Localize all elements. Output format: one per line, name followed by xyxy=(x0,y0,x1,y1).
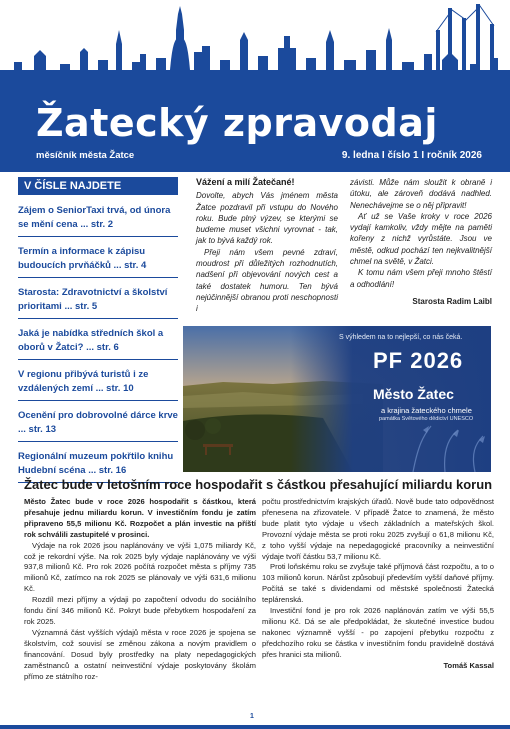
toc-item-title: V regionu přibývá turistů i ze vzdálených zemí xyxy=(18,369,149,394)
toc-item-title: Regionální muzeum pokřtilo knihu Hudební scéna xyxy=(18,451,174,476)
issue-info: 9. ledna I číslo 1 I ročník 2026 xyxy=(341,150,482,161)
pf-city: Město Žatec xyxy=(373,386,454,402)
toc-item-page: ... str. 5 xyxy=(64,301,98,312)
pf-unesco-note: památka Světového dědictví UNESCO xyxy=(379,416,474,422)
toc-item-page: ... str. 6 xyxy=(86,342,119,353)
editorial-paragraph: Ať už se Vaše kroky v roce 2026 vydají kamkoliv, vždy mějte na paměti kořeny z nichž vyrůstáte. Jsou ve městě, odkud pochází ten nejkvalitnější chmel na světě, v Žatci. xyxy=(350,211,492,267)
pf-tagline: S výhledem na to nejlepší, co nás čeká. xyxy=(339,334,463,341)
article-column-1 xyxy=(24,497,256,682)
editorial-column-1 xyxy=(196,177,338,315)
toc-item-page: ... str. 4 xyxy=(113,260,147,271)
toc-item[interactable] xyxy=(18,202,178,237)
toc-item-title: Termín a informace k zápisu budoucích prvňáčků xyxy=(18,246,146,271)
article-column-2 xyxy=(262,497,494,672)
toc-item-title: Ocenění pro dobrovolné dárce krve xyxy=(18,410,178,421)
pf-subtitle: a krajina žateckého chmele xyxy=(381,406,472,415)
masthead xyxy=(0,0,510,170)
article-paragraph: Investiční fond je pro rok 2026 naplánován zatím ve výši 55,5 milionu Kč. Dá se ale předpokládat, že skutečné investice budou nakonec významně vyšší - po zapojení přebytku rozpočtu z předchozího roku se částka v investičním fondu pravidelně dostává přes hranici sta milionů. xyxy=(262,606,494,659)
article-paragraph: počtu prostřednictvím krajských úřadů. Nově bude tato odpovědnost přenesena na zřizovatele. V případě Žatce to znamená, že město bude platit tyto výdaje u všech základních a mateřských škol. Provozní výdaje města se proti roku 2025 zvyšují o 61,8 milionu Kč, z toho vyšší výdaje na nepedagogické pracovníky a neinvestiční výdaje tvoří částku 53,7 milionu Kč. xyxy=(262,497,494,561)
article-signature: Tomáš Kassal xyxy=(443,660,494,670)
toc-item-title: Starosta: Zdravotnictví a školství prioritami xyxy=(18,287,168,312)
toc-item-page: ... str. 16 xyxy=(88,465,127,476)
toc-item[interactable] xyxy=(18,366,178,401)
toc-item[interactable] xyxy=(18,243,178,278)
page-number: 1 xyxy=(250,713,254,720)
newspaper-subtitle: měsíčník města Žatce xyxy=(36,150,135,161)
toc-item-title: Jaká je nabídka středních škol a oborů v Žatci? xyxy=(18,328,164,353)
editorial-paragraph: Přeji nám všem pevné zdraví, moudrost při důležitých rozhodnutích, nadšení při objevování nových cest a také dostatek humoru. Ten bývá nejúčinnější obranou proti neschopnosti i xyxy=(196,247,338,314)
article-paragraph: Proti loňskému roku se zvyšuje také příjmová část rozpočtu, a to o 103 milionů korun. Nárůst způsobují především vyšší daňové příjmy. Počítá se také s dividendami od městské společnosti Žatecká teplárenská. xyxy=(262,562,494,605)
newspaper-title: Žatecký zpravodaj xyxy=(36,101,438,145)
article-headline: Žatec bude v letošním roce hospodařit s částkou přesahující miliardu korun xyxy=(24,477,493,492)
toc-item[interactable] xyxy=(18,284,178,319)
toc-item[interactable] xyxy=(18,325,178,360)
table-of-contents xyxy=(18,177,178,489)
article-paragraph: Rozdíl mezi příjmy a výdaji po započtení odvodu do sociálního fondu činí 346 milionů Kč. Pokryt bude přebytkem hospodaření za rok 2025. xyxy=(24,595,256,626)
footer xyxy=(0,722,510,729)
toc-heading: V ČÍSLE NAJDETE xyxy=(18,177,178,195)
toc-item[interactable] xyxy=(18,407,178,442)
toc-item-page: ... str. 13 xyxy=(18,424,57,435)
city-skyline-illustration xyxy=(0,0,510,100)
toc-item-page: ... str. 10 xyxy=(95,383,134,394)
editorial-column-2 xyxy=(350,177,492,307)
editorial-paragraph: Dovolte, abych Vás jménem města Žatce pozdravil při vstupu do Nového roku. Bude plný výzev, se kterými se budeme muset všichni vyrovnat - tak, jak to bývá každý rok. xyxy=(196,191,338,246)
pf-heading: PF 2026 xyxy=(373,348,464,373)
editorial-paragraph: závisti. Může nám sloužit k obraně i útoku, ale zároveň dodává nadhled. Nenechávejme se o něj připravit! xyxy=(350,178,492,210)
article-paragraph: Významná část vyšších výdajů města v roce 2026 je spojena se školstvím, což souvisí se změnou zákona a novým pravidlem o financování. Dosud byly prostředky na platy nepedagogických zaměstnanců a ostatní neinvestiční výdaje poskytovány školám přímo ze státního roz- xyxy=(24,627,256,681)
article-lead: Město Žatec bude v roce 2026 hospodařit s částkou, která přesahuje jednu miliardu korun. V investičním fondu je zatím připraveno 55,5 milionu Kč. Rozpočet a plán investic na příští rok schválili zastupitelé v prosinci. xyxy=(24,497,256,539)
toc-item-title: Zájem o SeniorTaxi trvá, od února se mění cena xyxy=(18,205,171,230)
editorial-signature: Starosta Radim Laibl xyxy=(412,296,492,306)
editorial-paragraph: K tomu nám všem přeji mnoho štěstí a odhodlání! xyxy=(350,268,492,289)
pf-2026-banner xyxy=(183,326,491,472)
footer-bar xyxy=(0,725,510,729)
editorial-greeting: Vážení a milí Žatečané! xyxy=(196,177,295,187)
article-paragraph: Výdaje na rok 2026 jsou naplánovány ve výši 1,075 miliardy Kč, což je rekordní výše. Na rok 2025 byly výdaje naplánovány ve výši 937,8 milionů Kč. Pro rok 2026 počítá rozpočet města s příjmy 735 milionů Kč, zatímco na rok 2025 se plánovaly ve výši 631,6 milionu Kč. xyxy=(24,540,256,594)
toc-item-page: ... str. 2 xyxy=(80,219,114,230)
